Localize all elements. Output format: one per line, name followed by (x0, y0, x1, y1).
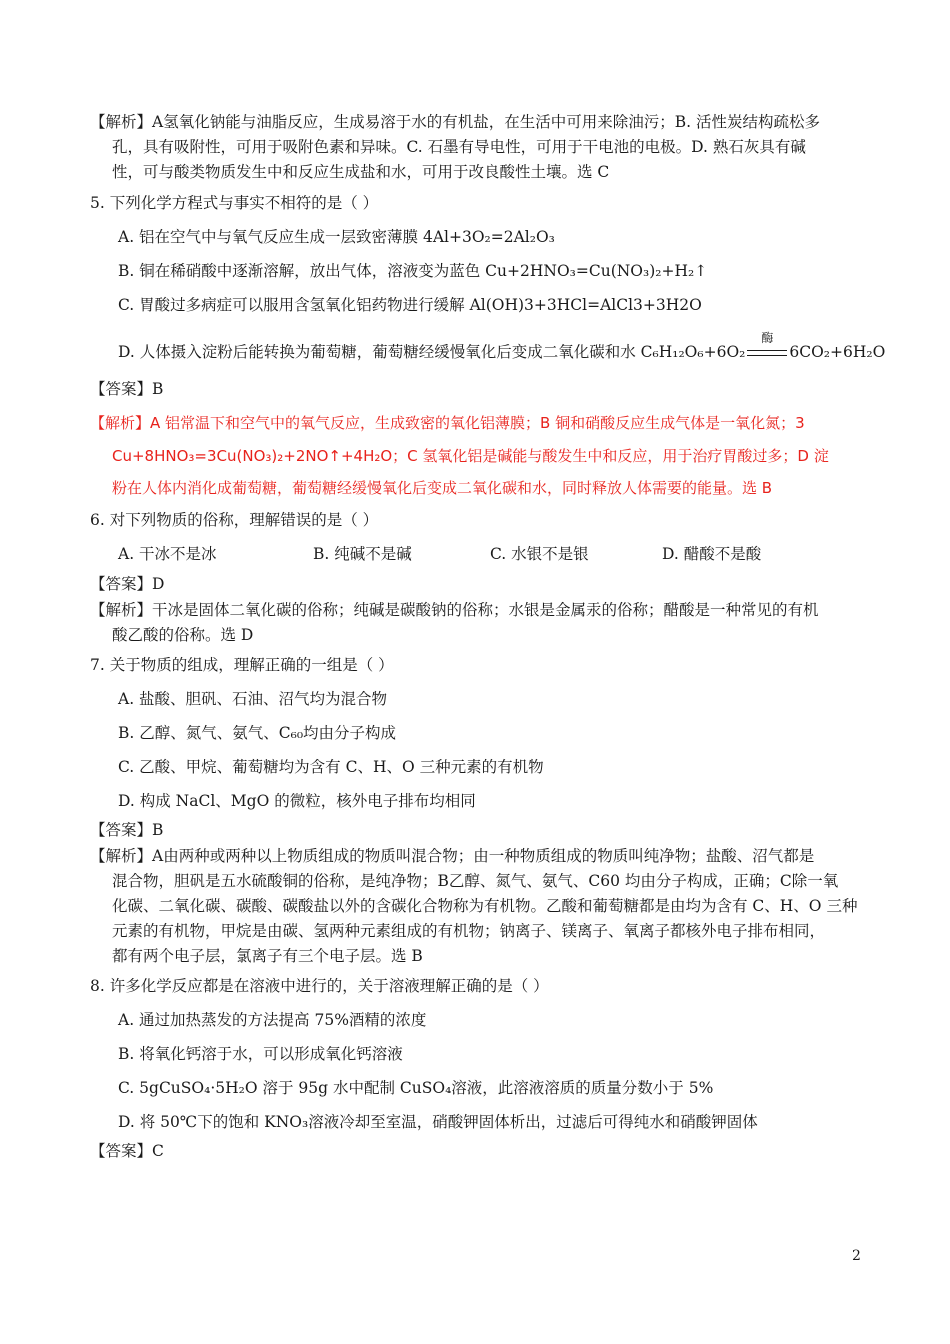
text-line: 【解析】A氢氧化钠能与油脂反应，生成易溶于水的有机盐，在生活中可用来除油污；B. 活性炭结构疏松多 (90, 113, 820, 131)
option-q5-d (118, 331, 886, 362)
option-q6: D. 醋酸不是酸 (662, 545, 762, 563)
text-line: 孔，具有吸附性，可用于吸附色素和异味。C. 石墨有导电性，可用于干电池的电极。D. 熟石灰具有碱 (112, 138, 806, 156)
text-line: C. 乙酸、甲烷、葡萄糖均为含有 C、H、O 三种元素的有机物 (118, 758, 544, 776)
text-line: 混合物，胆矾是五水硫酸铜的俗称，是纯净物；B乙醇、氮气、氨气、C60 均由分子构成，正确；C除一氧 (112, 872, 839, 890)
text-line: 6. 对下列物质的俗称，理解错误的是（ ） (90, 511, 379, 529)
page-number: 2 (852, 1248, 861, 1264)
text-line: A. 铝在空气中与氧气反应生成一层致密薄膜 4Al+3O₂=2Al₂O₃ (118, 228, 555, 246)
text-line: 【解析】干冰是固体二氧化碳的俗称；纯碱是碳酸钠的俗称；水银是金属汞的俗称；醋酸是一种常见的有机 (90, 601, 819, 619)
text-line: 【答案】C (90, 1142, 164, 1160)
text-line: C. 5gCuSO₄·5H₂O 溶于 95g 水中配制 CuSO₄溶液，此溶液溶质的质量分数小于 5% (118, 1079, 714, 1097)
text-line: 【答案】B (90, 380, 164, 398)
option-q6: B. 纯碱不是碱 (313, 545, 412, 563)
text-line: D. 构成 NaCl、MgO 的微粒，核外电子排布均相同 (118, 792, 476, 810)
option-q6: C. 水银不是银 (490, 545, 589, 563)
reaction-condition (745, 331, 789, 362)
text-line: 化碳、二氧化碳、碳酸、碳酸盐以外的含碳化合物称为有机物。乙酸和葡萄糖都是由均为含有 C、H、O 三种 (112, 897, 858, 915)
text-line: 元素的有机物，甲烷是由碳、氢两种元素组成的有机物；钠离子、镁离子、氧离子都核外电子排布相同， (112, 922, 826, 940)
text-line: B. 铜在稀硝酸中逐渐溶解，放出气体，溶液变为蓝色 Cu+2HNO₃=Cu(NO₃)₂+H₂↑ (118, 262, 708, 280)
text-line: 5. 下列化学方程式与事实不相符的是（ ） (90, 194, 379, 212)
condition-label: 酶 (761, 331, 774, 345)
double-line-equals (747, 350, 787, 356)
text-line: A. 通过加热蒸发的方法提高 75%酒精的浓度 (118, 1011, 427, 1029)
text-line: B. 乙醇、氮气、氨气、C₆₀均由分子构成 (118, 724, 397, 742)
text-line: 性，可与酸类物质发生中和反应生成盐和水，可用于改良酸性土壤。选 C (112, 163, 610, 181)
text-line: 都有两个电子层，氯离子有三个电子层。选 B (112, 947, 423, 965)
highlighted-analysis-line: 【解析】A 铝常温下和空气中的氧气反应，生成致密的氧化铝薄膜；B 铜和硝酸反应生成气体是一氧化氮；3 (90, 414, 805, 432)
text-line: D. 将 50℃下的饱和 KNO₃溶液冷却至室温，硝酸钾固体析出，过滤后可得纯水和硝酸钾固体 (118, 1113, 758, 1131)
option-q6: A. 干冰不是冰 (118, 545, 217, 563)
text-line: B. 将氧化钙溶于水，可以形成氧化钙溶液 (118, 1045, 403, 1063)
highlighted-analysis-line: 粉在人体内消化成葡萄糖，葡萄糖经缓慢氧化后变成二氧化碳和水，同时释放人体需要的能量。选 B (112, 479, 773, 497)
highlighted-analysis-line: Cu+8HNO₃=3Cu(NO₃)₂+2NO↑+4H₂O；C 氢氧化铝是碱能与酸发生中和反应，用于治疗胃酸过多；D 淀 (112, 447, 829, 465)
option-q5-d-text: D. 人体摄入淀粉后能转换为葡萄糖，葡萄糖经缓慢氧化后变成二氧化碳和水 C₆H₁₂O₆+6O₂ (118, 343, 746, 361)
text-line: 【解析】A由两种或两种以上物质组成的物质叫混合物；由一种物质组成的物质叫纯净物；盐酸、沼气都是 (90, 847, 815, 865)
text-line: 8. 许多化学反应都是在溶液中进行的，关于溶液理解正确的是（ ） (90, 977, 549, 995)
text-line: 【答案】B (90, 821, 164, 839)
text-line: 7. 关于物质的组成，理解正确的一组是（ ） (90, 656, 394, 674)
text-line: 酸乙酸的俗称。选 D (112, 626, 254, 644)
reaction-products: 6CO₂+6H₂O (789, 343, 886, 361)
text-line: 【答案】D (90, 575, 165, 593)
text-line: A. 盐酸、胆矾、石油、沼气均为混合物 (118, 690, 388, 708)
text-line: C. 胃酸过多病症可以服用含氢氧化铝药物进行缓解 Al(OH)3+3HCl=AlCl3+3H2O (118, 296, 702, 314)
